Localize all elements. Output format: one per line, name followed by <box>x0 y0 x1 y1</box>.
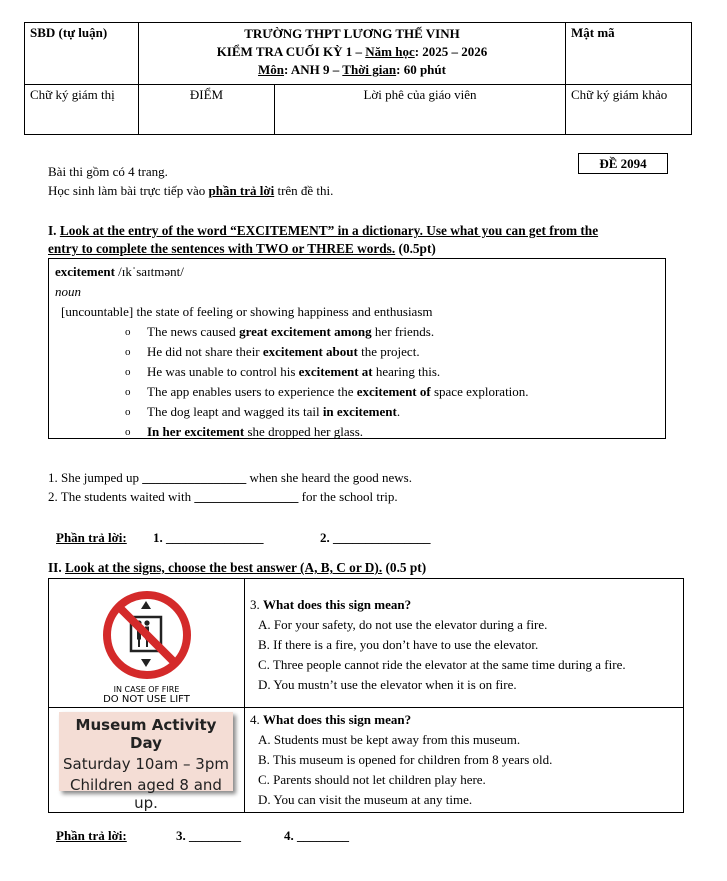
q3-option-c[interactable]: C. Three people cannot ride the elevator at the same time during a fire. <box>258 657 626 672</box>
example-item: o The app enables users to experience the excitement of space exploration. <box>147 382 659 402</box>
school-name: TRƯỜNG THPT LƯƠNG THẾ VINH <box>244 26 460 41</box>
question-2: 2. The students waited with ________________ for the school trip. <box>48 489 398 504</box>
question-3: 3. What does this sign mean? <box>250 597 412 612</box>
q4-option-a[interactable]: A. Students must be kept away from this museum. <box>258 732 521 747</box>
signs-table <box>48 578 684 813</box>
q4-option-d[interactable]: D. You can visit the museum at any time. <box>258 792 473 807</box>
example-item: o In her excitement she dropped her glass. <box>147 422 659 442</box>
section2-title: II. Look at the signs, choose the best answer (A, B, C or D). (0.5 pt) <box>48 560 427 575</box>
museum-sign-age: Children aged 8 and up. <box>70 776 222 812</box>
examiner-cell: Chữ ký giám khảo <box>566 85 692 135</box>
code-cell: Mật mã <box>566 23 692 85</box>
section1-title: I. Look at the entry of the word “EXCITEMENT” in a dictionary. Use what you can get from the entry to complete the sentences with TWO or THREE words. (0.5pt) <box>48 223 599 256</box>
sbd-cell: SBD (tự luận) <box>25 23 139 85</box>
fire-sign-line2: DO NOT USE LIFT <box>103 694 190 705</box>
answer-label-2: Phần trả lời: <box>56 828 127 843</box>
answer-2-field[interactable]: 2. _______________ <box>320 530 431 545</box>
score-cell: ĐIỂM <box>139 85 275 135</box>
museum-sign <box>59 712 233 812</box>
example-item: o He was unable to control his excitement at hearing this. <box>147 362 659 382</box>
exam-title-cell <box>139 23 566 85</box>
header-table <box>24 22 692 135</box>
museum-sign-title: Museum Activity Day <box>75 716 217 752</box>
question-4: 4. What does this sign mean? <box>250 712 412 727</box>
blank-2[interactable]: ________________ <box>194 489 299 504</box>
part-of-speech: noun <box>55 284 81 299</box>
q3-option-a[interactable]: A. For your safety, do not use the elevator during a fire. <box>258 617 548 632</box>
answer-1-field[interactable]: 1. _______________ <box>153 530 264 545</box>
dictionary-entry <box>48 258 666 439</box>
answer-4-field[interactable]: 4. ________ <box>284 828 349 843</box>
q4-option-b[interactable]: B. This museum is opened for children from 8 years old. <box>258 752 553 767</box>
q3-option-d[interactable]: D. You mustn’t use the elevator when it is on fire. <box>258 677 517 692</box>
example-item: o He did not share their excitement about the project. <box>147 342 659 362</box>
question-3-cell <box>245 579 684 708</box>
example-item: o The dog leapt and wagged its tail in excitement. <box>147 402 659 422</box>
instruction: Học sinh làm bài trực tiếp vào phần trả lời trên đề thi. <box>48 183 334 198</box>
example-list <box>55 322 659 442</box>
blank-1[interactable]: ________________ <box>142 470 247 485</box>
exam-code-badge: ĐỀ 2094 <box>578 153 668 174</box>
museum-sign-cell <box>49 708 245 813</box>
subject-line: Môn: ANH 9 – Thời gian: 60 phút <box>258 62 446 77</box>
example-item: o The news caused great excitement among her friends. <box>147 322 659 342</box>
no-lift-icon <box>97 587 197 683</box>
exam-name: KIỂM TRA CUỐI KỲ 1 – Năm học: 2025 – 2026 <box>216 44 488 59</box>
fire-sign-cell <box>49 579 245 708</box>
answer-3-field[interactable]: 3. ________ <box>176 828 241 843</box>
headword-line: excitement /ɪkˈsaɪtmənt/ <box>55 264 184 279</box>
definition: [uncountable] the state of feeling or showing happiness and enthusiasm <box>61 304 433 319</box>
answer-label-1: Phần trả lời: <box>56 530 127 545</box>
q3-option-b[interactable]: B. If there is a fire, you don’t have to use the elevator. <box>258 637 539 652</box>
invigilator-cell: Chữ ký giám thị <box>25 85 139 135</box>
comment-cell: Lời phê của giáo viên <box>275 85 566 135</box>
question-4-cell <box>245 708 684 813</box>
museum-sign-time: Saturday 10am – 3pm <box>63 755 229 773</box>
fire-sign-line1: IN CASE OF FIRE <box>113 685 180 694</box>
pages-note: Bài thi gồm có 4 trang. <box>48 164 168 179</box>
question-1: 1. She jumped up ________________ when she heard the good news. <box>48 470 412 485</box>
q4-option-c[interactable]: C. Parents should not let children play here. <box>258 772 486 787</box>
